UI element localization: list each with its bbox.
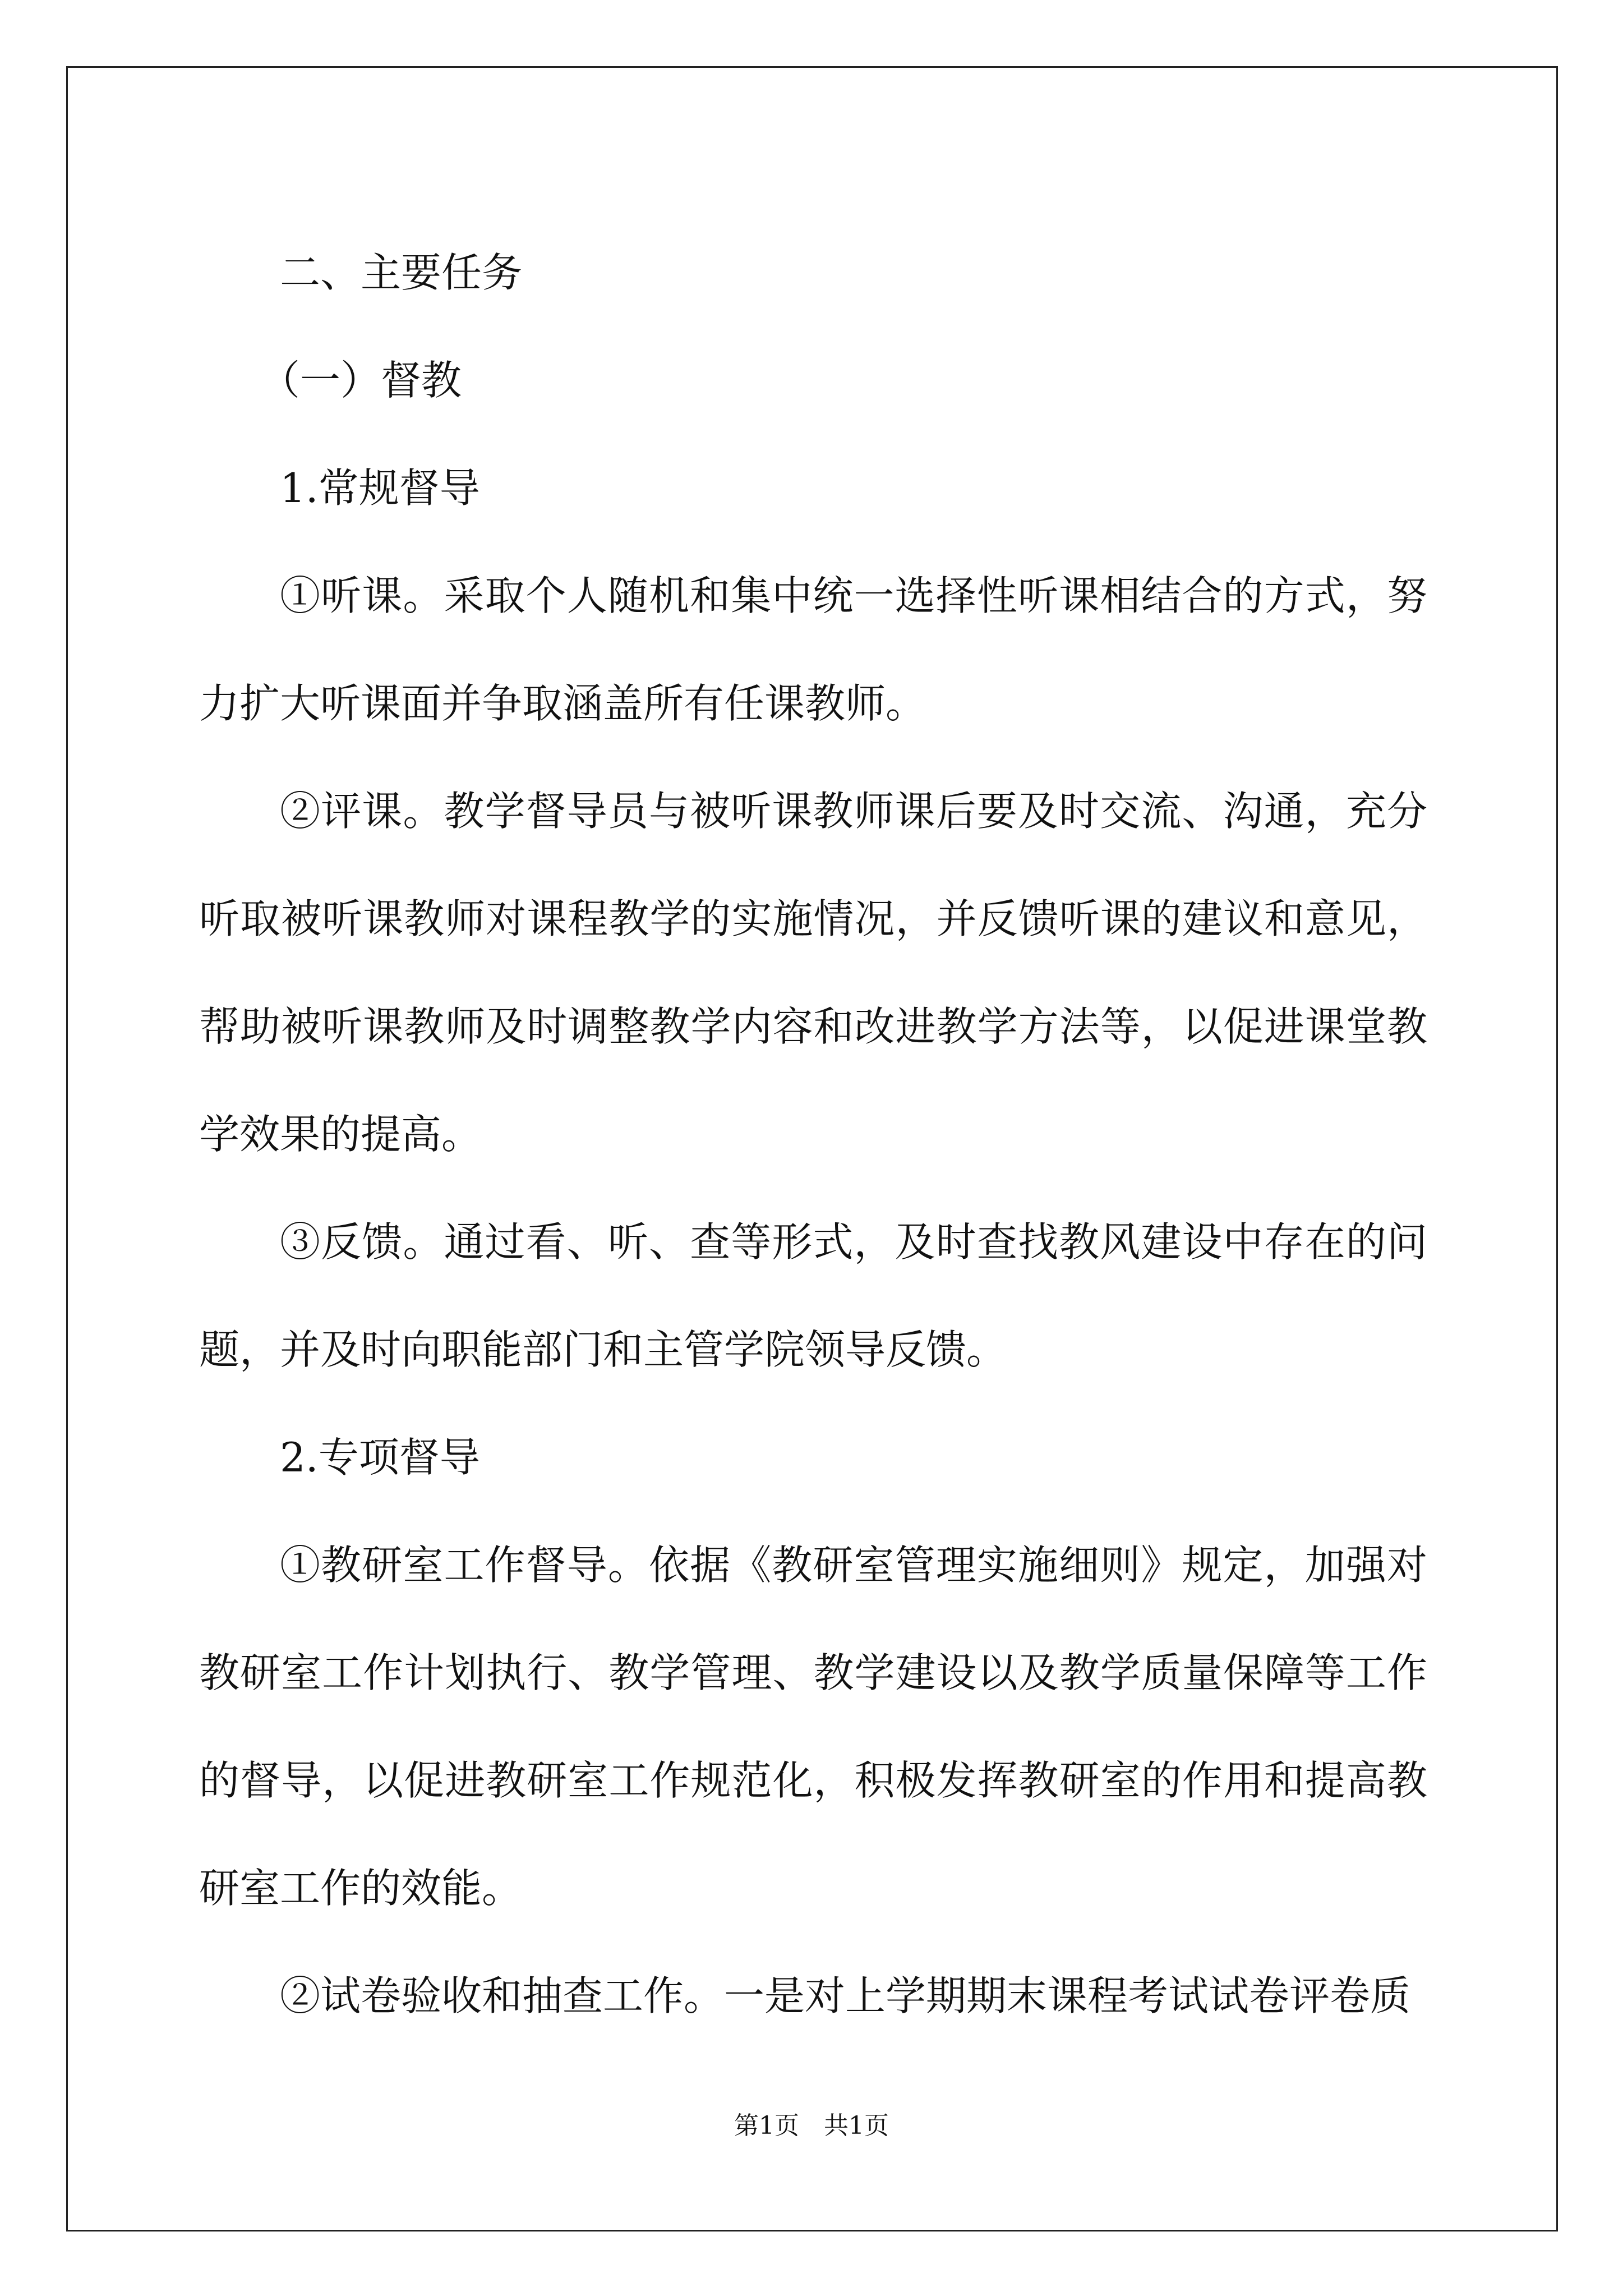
paragraph-feedback: ③反馈。通过看、听、查等形式，及时查找教风建设中存在的问题，并及时向职能部门和主管学院领导反馈。 [199, 1218, 1427, 1373]
paragraph-lecture-observation: ①听课。采取个人随机和集中统一选择性听课相结合的方式，努力扩大听课面并争取涵盖所有任课教师。 [199, 572, 1427, 727]
paragraph-lecture-review: ②评课。教学督导员与被听课教师课后要及时交流、沟通，充分听取被听课教师对课程教学的实施情况，并反馈听课的建议和意见，帮助被听课教师及时调整教学内容和改进教学方法等，以促进课堂教学效果的提高。 [199, 788, 1427, 1158]
subsection-heading: （一）督教 [260, 357, 462, 404]
item-heading-special-supervision: 2.专项督导 [280, 1434, 480, 1481]
paragraph-teaching-office-supervision: ①教研室工作督导。依据《教研室管理实施细则》规定，加强对教研室工作计划执行、教学管理、教学建设以及教学质量保障等工作的督导，以促进教研室工作规范化，积极发挥教研室的作用和提高教研室工作的效能。 [199, 1542, 1427, 1912]
section-heading: 二、主要任务 [280, 249, 523, 296]
document-body [199, 219, 1427, 2050]
paragraph-exam-paper-check: ②试卷验收和抽查工作。一是对上学期期末课程考试试卷评卷质 [280, 1972, 1411, 2019]
page-footer: 第1页 共1页 [734, 2111, 889, 2140]
item-heading-routine-supervision: 1.常规督导 [280, 464, 480, 512]
